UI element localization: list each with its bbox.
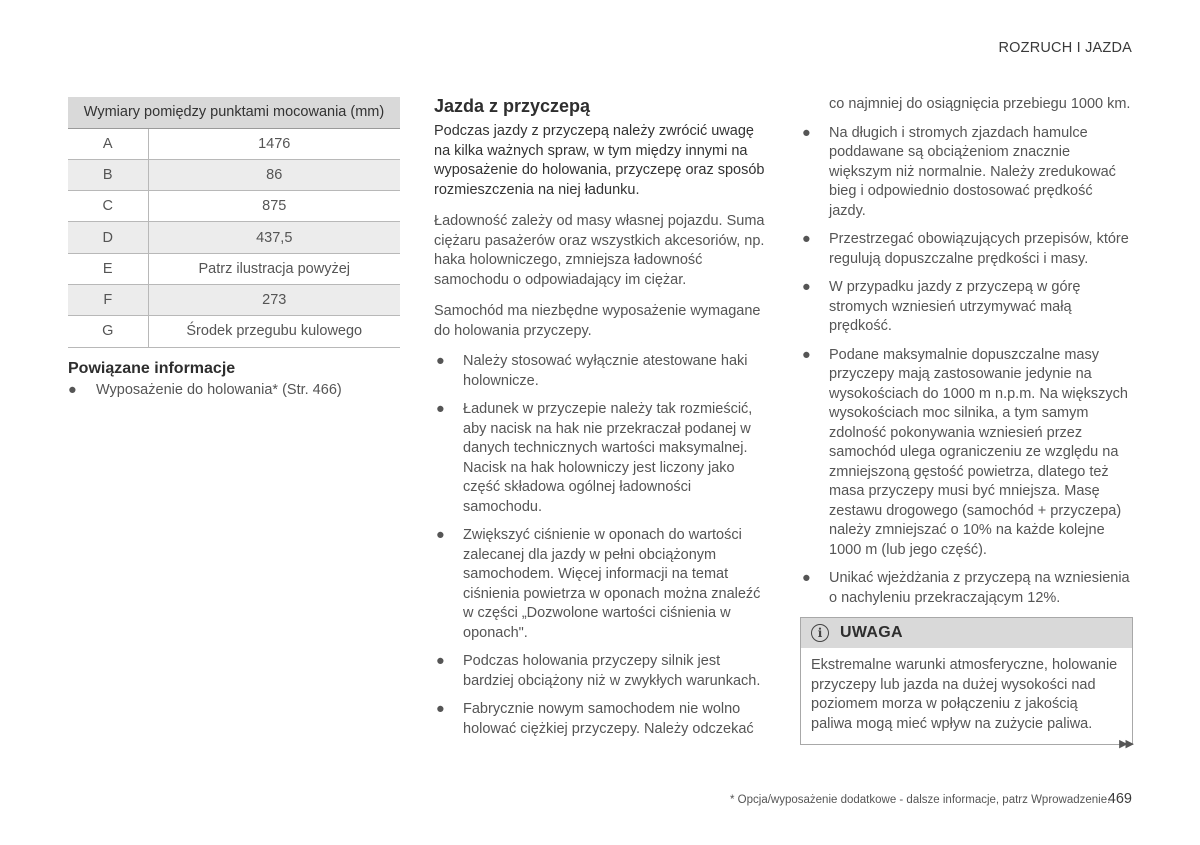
article-column-2 <box>800 95 1133 745</box>
bullet-icon: ● <box>436 701 445 717</box>
related-info-link-text: Wyposażenie do holowania* (Str. 466) <box>96 382 342 398</box>
bullet-icon: ● <box>436 401 445 417</box>
table-cell-value: 875 <box>148 191 400 222</box>
list-item-text: Podane maksymalnie dopuszczalne masy przyczepy mają zastosowanie jedynie na wysokościach do 1000 m n.p.m. Na większych wysokościach moc silnika, a tym samym zdolność pokonywania wzniesień przez samochód ulega ograniczeniu ze względu na zmniejszoną gęstość powietrza, dlatego też masa przyczepy musi być mniejsza. Masę zestawu drogowego (samochód + przyczepa) należy zmniejszać o 10% na każde kolejne 1000 m (lub jego część). <box>829 346 1128 558</box>
table-cell-value: 86 <box>148 159 400 190</box>
list-item <box>434 526 770 643</box>
bullet-icon: ● <box>802 124 811 141</box>
footnote: * Opcja/wyposażenie dodatkowe - dalsze informacje, patrz Wprowadzenie. <box>730 794 1111 806</box>
note-label: UWAGA <box>840 624 903 641</box>
list-item-text: Na długich i stromych zjazdach hamulce poddawane są obciążeniom znacznie większym niż normalnie. Należy zredukować bieg i odpowiednio dostosować prędkość jazdy. <box>829 124 1116 219</box>
table-row <box>68 191 400 222</box>
list-item-text: W przypadku jazdy z przyczepą w górę stromych wzniesień utrzymywać małą prędkość. <box>829 279 1081 334</box>
table-cell-value: 437,5 <box>148 222 400 253</box>
related-info-link[interactable] <box>68 382 342 398</box>
continue-arrow-icon: ▶▶ <box>1119 738 1132 750</box>
table-cell-value: 1476 <box>148 128 400 159</box>
list-item <box>434 400 770 517</box>
note-box-header <box>801 618 1132 648</box>
bullet-icon: ● <box>802 346 811 363</box>
table-header: Wymiary pomiędzy punktami mocowania (mm) <box>68 97 400 128</box>
list-item-continuation: co najmniej do osiągnięcia przebiegu 1000 km. <box>829 96 1131 112</box>
list-item <box>434 352 770 391</box>
list-item-text: Podczas holowania przyczepy silnik jest bardziej obciążony niż w zwykłych warunkach. <box>463 653 761 689</box>
table-cell-key: G <box>68 316 148 347</box>
note-box <box>800 617 1133 745</box>
article-paragraph: Ładowność zależy od masy własnej pojazdu. Suma ciężaru pasażerów oraz wszystkich akcesoriów, np. haka holowniczego, zmniejsza ładowność samochodu o odpowiadający im ciężar. <box>434 213 765 288</box>
bullet-list <box>434 352 770 739</box>
table-row <box>68 128 400 159</box>
bullet-icon: ● <box>802 279 811 295</box>
note-text: Ekstremalne warunki atmosferyczne, holowanie przyczepy lub jazda na dużej wysokości nad poziomem morza w połączeniu z jakością paliwa mogą mieć wpływ na zużycie paliwa. <box>811 657 1118 732</box>
bullet-icon: ● <box>436 527 445 543</box>
table-row <box>68 253 400 284</box>
list-item <box>800 569 1133 608</box>
table-cell-key: B <box>68 159 148 190</box>
table-cell-key: F <box>68 284 148 315</box>
mounting-dimensions-table <box>68 97 400 348</box>
article-column-1 <box>434 94 770 748</box>
list-item-text: Zwiększyć ciśnienie w oponach do wartości zalecanej dla jazdy w pełni obciążonym samochodem. Więcej informacji na temat ciśnienia powietrza w oponach można znaleźć w części „Dozwolone wartości ciśnienia w oponach". <box>463 527 761 641</box>
list-item-text: Fabrycznie nowym samochodem nie wolno holować ciężkiej przyczepy. Należy odczekać <box>463 701 754 737</box>
table-cell-key: D <box>68 222 148 253</box>
list-item-text: Należy stosować wyłącznie atestowane haki holownicze. <box>463 353 748 389</box>
bullet-icon: ● <box>802 570 811 586</box>
table-cell-key: A <box>68 128 148 159</box>
bullet-icon: ● <box>68 382 77 398</box>
list-item <box>800 346 1133 561</box>
bullet-icon: ● <box>436 353 445 369</box>
list-item <box>800 278 1133 337</box>
list-item <box>434 700 770 739</box>
list-item <box>434 652 770 691</box>
bullet-icon: ● <box>436 653 445 669</box>
bullet-icon: ● <box>802 231 811 247</box>
table-cell-key: C <box>68 191 148 222</box>
table-cell-value: 273 <box>148 284 400 315</box>
list-item-text: Unikać wjeżdżania z przyczepą na wzniesienia o nachyleniu przekraczającym 12%. <box>829 570 1130 606</box>
list-item-text: Przestrzegać obowiązujących przepisów, które regulują dopuszczalne prędkości i masy. <box>829 231 1129 267</box>
table-row <box>68 316 400 347</box>
table-row <box>68 222 400 253</box>
article-intro: Podczas jazdy z przyczepą należy zwrócić uwagę na kilka ważnych spraw, w tym między innymi na wyposażenie do holowania, przyczepę oraz sposób rozmieszczenia na niej ładunku. <box>434 123 765 198</box>
page-number: 469 <box>1107 791 1132 807</box>
info-icon: i <box>811 624 829 642</box>
table-row <box>68 159 400 190</box>
table-cell-value: Środek przegubu kulowego <box>148 316 400 347</box>
list-item-text: Ładunek w przyczepie należy tak rozmieścić, aby nacisk na hak nie przekraczał podanej w danych technicznych wartości maksymalnej. Nacisk na hak holowniczy jest liczony jako część składowa ogólnej ładowności samochodu. <box>463 401 753 515</box>
table-cell-value: Patrz ilustracja powyżej <box>148 253 400 284</box>
table-row <box>68 284 400 315</box>
table-cell-key: E <box>68 253 148 284</box>
bullet-list <box>800 124 1133 609</box>
article-paragraph: Samochód ma niezbędne wyposażenie wymagane do holowania przyczepy. <box>434 303 761 339</box>
list-item <box>800 124 1133 222</box>
related-info-heading: Powiązane informacje <box>68 360 236 377</box>
list-item <box>800 230 1133 269</box>
running-header: ROZRUCH I JAZDA <box>998 40 1132 56</box>
article-title: Jazda z przyczepą <box>434 96 591 116</box>
